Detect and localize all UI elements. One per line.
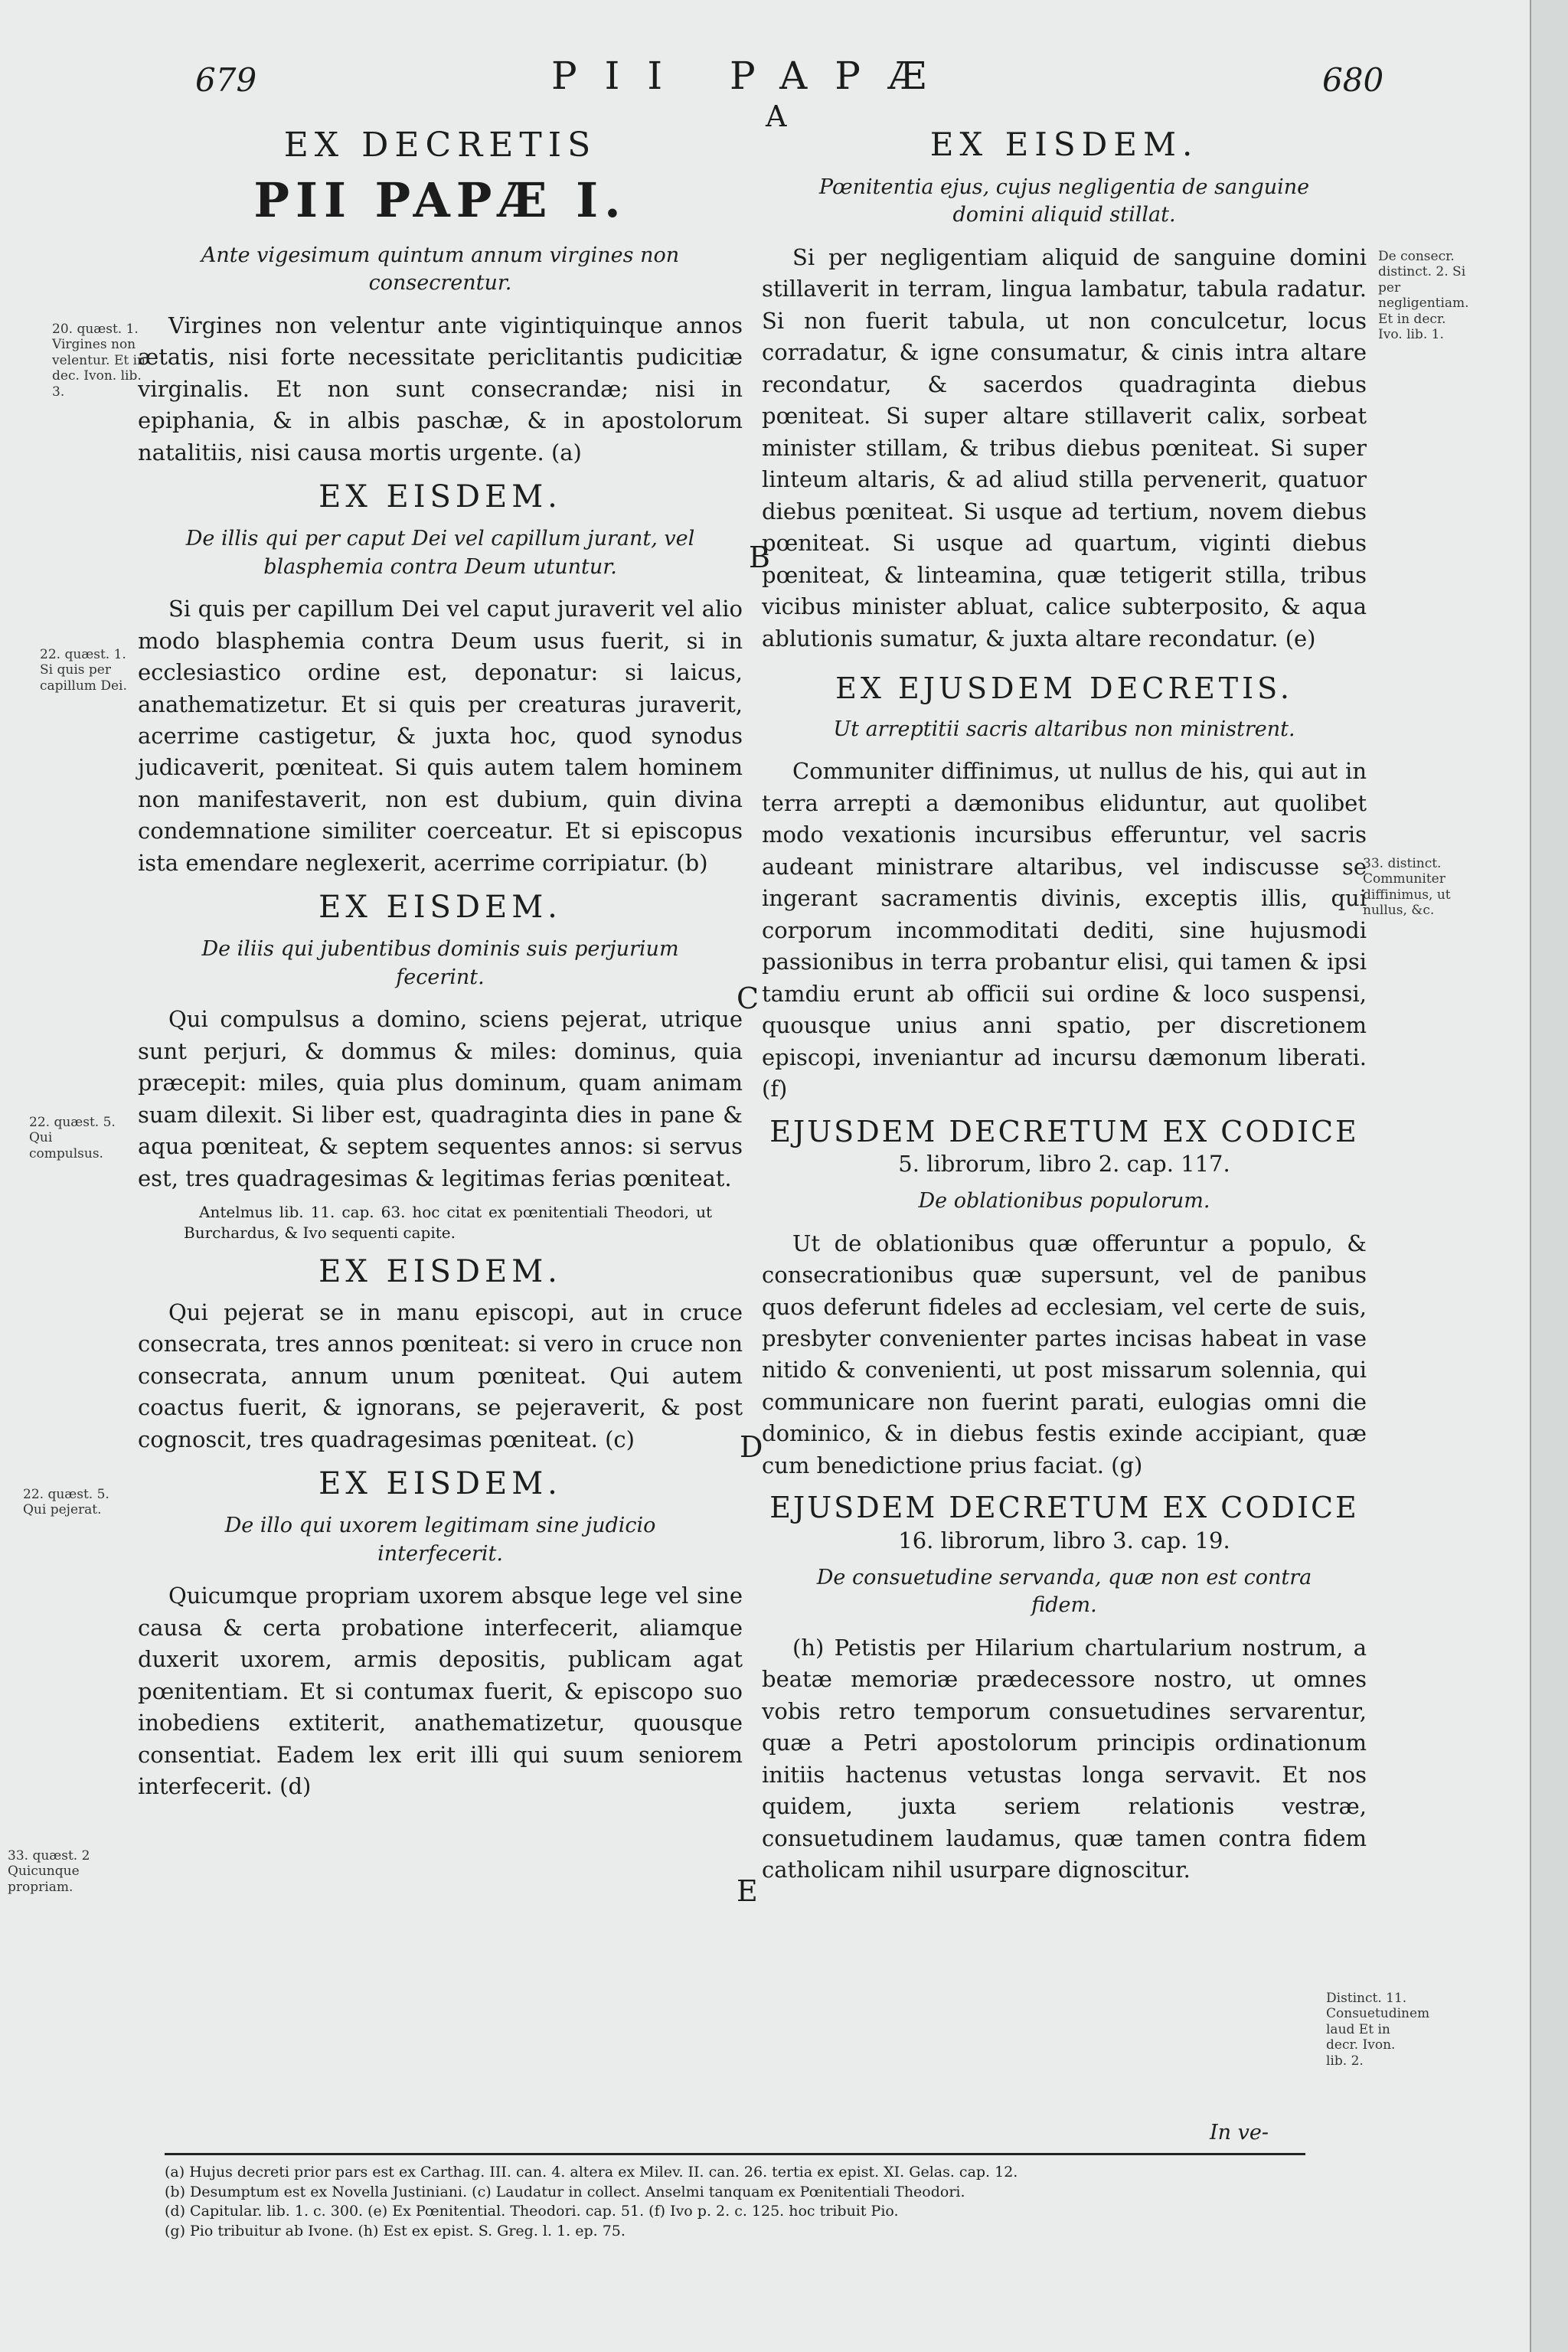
rubric-oblationibus: De oblationibus populorum.	[918, 1189, 1210, 1214]
page-number-right: 680	[1322, 61, 1384, 99]
paragraph-jurant: Si quis per capillum Dei vel caput juraverit vel alio modo blasphemia contra Deum usus fuerit, si in ecclesiastico ordine est, deponatur: si laicus, anathematizetur. Et si quis per creaturas juraverit, acerrime castigetur, & juxta hoc, quod synodus judicaverit, pœniteat. Si quis autem talem hominem non manifestaverit, non est dubium, quin divina condemnatione similiter coerceatur. Et si episcopus ista emendare neglexerit, acerrime corripiatur. (b)	[138, 596, 743, 876]
heading-ex-ejusdem-decretis: EX EJUSDEM DECRETIS.	[835, 671, 1293, 705]
paragraph-oblationibus: Ut de oblationibus quæ offeruntur a populo, & consecrationibus quæ supersunt, vel de panibus quos deferunt fideles ad ecclesiam, vel certe de suis, presbyter convenienter partes incisas habeat in vase nitido & convenienti, ut post missarum solennia, qui communicare non fuerint parati, eulogias omni die dominico, & in diebus festis exinde accipiant, quæ cum benedictione prius faciat. (g)	[762, 1230, 1367, 1478]
running-head: PII PAPÆ	[551, 54, 954, 98]
paragraph-perjurium: Qui compulsus a domino, sciens pejerat, utrique sunt perjuri, & dommus & miles: dominus, quia præcepit: miles, quia plus dominum, quam animam suam dilexit. Si liber est, quadraginta dies in pane & aqua pœniteat, & septem sequentes annos: si servus est, tres quadragesimas & legitimas ferias pœniteat.	[138, 1006, 743, 1191]
heading-ex-eisdem: EX EISDEM.	[318, 1254, 562, 1289]
next-page-edge	[1530, 0, 1568, 2352]
paragraph-uxorem: Quicumque propriam uxorem absque lege vel sine causa & certa probatione interfecerit, aliamque duxerit uxorem, armis depositis, publicam agat pœnitentiam. Et si contumax fuerit, & episcopo suo inobediens extiterit, anathematizetur, quousque consentiat. Eadem lex erit illi qui suum seniorem interfecerit. (d)	[138, 1583, 743, 1800]
page-number-left: 679	[195, 61, 257, 99]
title-pii-papae: PII PAPÆ I.	[253, 172, 627, 228]
section-mark-d: D	[740, 1430, 763, 1464]
note-antelmus: Antelmus lib. 11. cap. 63. hoc citat ex pœnitentiali Theodori, ut Burchardus, & Ivo sequenti capite.	[184, 1203, 712, 1242]
footnotes	[165, 2163, 1313, 2242]
section-mark-a: A	[766, 100, 787, 133]
rubric-uxorem: De illo qui uxorem legitimam sine judicio interfecerit.	[224, 1514, 656, 1566]
rubric-arreptitii: Ut arreptitii sacris altaribus non ministrent.	[833, 717, 1295, 741]
heading-decretum-codice-16-ref: 16. librorum, libro 3. cap. 19.	[898, 1527, 1230, 1553]
margin-note-right-3: Distinct. 11. Consuetudinem laud Et in decr. Ivon. lib. 2.	[1326, 1991, 1430, 2069]
margin-note-left-1: 20. quæst. 1. Virgines non velentur. Et in dec. Ivon. lib. 3.	[52, 322, 145, 400]
rubric-sanguine: Pœnitentia ejus, cujus negligentia de sanguine domini aliquid stillat.	[818, 175, 1310, 227]
rubric-virgines: Ante vigesimum quintum annum virgines non consecrentur.	[201, 243, 680, 296]
rubric-jurant: De illis qui per caput Dei vel capillum jurant, vel blasphemia contra Deum utuntur.	[185, 527, 695, 579]
section-mark-c: C	[737, 982, 760, 1015]
paragraph-pejerat: Qui pejerat se in manu episcopi, aut in cruce consecrata, tres annos pœniteat: si vero in cruce non consecrata, annum unum pœniteat. Qui autem coactus fuerit, & ignorans, se pejeraverit, & post cognoscit, tres quadragesimas pœniteat. (c)	[138, 1299, 743, 1452]
heading-decretum-codice-5: EJUSDEM DECRETUM EX CODICE	[769, 1114, 1359, 1148]
margin-note-right-2: 33. distinct. Communiter diffinimus, ut nullus, &c.	[1363, 856, 1451, 919]
left-column	[138, 115, 743, 1803]
heading-ex-eisdem: EX EISDEM.	[318, 1466, 562, 1502]
margin-note-left-5: 33. quæst. 2 Quicunque propriam.	[8, 1848, 90, 1895]
title-ex-decretis: EX DECRETIS	[283, 126, 597, 165]
rubric-consuetudine: De consuetudine servanda, quæ non est contra fidem.	[816, 1565, 1312, 1618]
right-column	[762, 115, 1367, 1886]
footnote-line: (b) Desumptum est ex Novella Justiniani. (c) Laudatur in collect. Anselmi tanquam ex Pœnitentiali Theodori.	[165, 2183, 965, 2200]
footnote-line: (g) Pio tribuitur ab Ivone. (h) Est ex epist. S. Greg. l. 1. ep. 75.	[165, 2222, 626, 2239]
heading-ex-eisdem: EX EISDEM.	[929, 126, 1199, 163]
margin-note-left-4: 22. quæst. 5. Qui pejerat.	[23, 1487, 109, 1518]
paragraph-virgines: Virgines non velentur ante vigintiquinque annos ætatis, nisi forte necessitate periclitantis pudicitiæ virginalis. Et non sunt consecrandæ; nisi in epiphania, & in albis paschæ, & in apostolorum natalitiis, nisi causa mortis urgente. (a)	[138, 312, 743, 466]
heading-decretum-codice-16: EJUSDEM DECRETUM EX CODICE	[769, 1491, 1359, 1525]
heading-decretum-codice-5-ref: 5. librorum, libro 2. cap. 117.	[898, 1151, 1230, 1178]
footnote-line: (d) Capitular. lib. 1. c. 300. (e) Ex Pœnitential. Theodori. cap. 51. (f) Ivo p. 2. c. 125. hoc tribuit Pio.	[165, 2203, 899, 2220]
margin-note-left-3: 22. quæst. 5. Qui compulsus.	[29, 1115, 116, 1161]
margin-note-left-2: 22. quæst. 1. Si quis per capillum Dei.	[40, 647, 127, 694]
heading-ex-eisdem: EX EISDEM.	[318, 890, 562, 926]
paragraph-sanguine: Si per negligentiam aliquid de sanguine domini stillaverit in terram, lingua lambatur, tabula radatur. Si non fuerit tabula, ut non conculcetur, locus corradatur, & igne consumatur, & cinis intra altare recondatur, & sacerdos quadraginta diebus pœniteat. Si super altare stillaverit calix, sorbeat minister stillam, & tribus diebus pœniteat. Si super linteum altaris, & ad aliud stilla pervenerit, quatuor diebus pœniteat. Si usque ad tertium, novem diebus pœniteat. Si usque ad quartum, viginti diebus pœniteat, & linteamina, quæ tetigerit stilla, tribus vicibus minister abluat, calice subterposito, & aqua ablutionis sumatur, & juxta altare recondatur. (e)	[762, 243, 1367, 652]
footnote-rule	[165, 2153, 1305, 2155]
margin-note-right-1: De consecr. distinct. 2. Si per negligentiam. Et in decr. Ivo. lib. 1.	[1378, 249, 1469, 342]
heading-ex-eisdem: EX EISDEM.	[318, 479, 562, 515]
footnote-line: (a) Hujus decreti prior pars est ex Carthag. III. can. 4. altera ex Milev. II. can. 26. tertia ex epist. XI. Gelas. cap. 12.	[165, 2164, 1018, 2180]
catchword: In ve-	[1210, 2121, 1269, 2145]
paragraph-arreptitii: Communiter diffinimus, ut nullus de his, qui aut in terra arrepti a dæmonibus eliduntur, aut quolibet modo vexationis incursibus efferuntur, vel sacris audeant ministrare altaribus, vel indiscusse se ingerant sacramentis divinis, exceptis illis, qui corporum incommoditati dediti, sine hujusmodi passionibus in terra probantur elisi, qui tamen & ipsi tamdiu erunt ab officii sui ordine & loco suspensi, quousque unius anni spatio, per discretionem episcopi, inveniantur ad incursu dæmonum liberati. (f)	[762, 758, 1367, 1102]
section-mark-b: B	[749, 541, 770, 574]
rubric-perjurium: De iliis qui jubentibus dominis suis perjurium fecerint.	[201, 937, 679, 989]
section-mark-e: E	[737, 1874, 758, 1908]
paragraph-consuetudine: (h) Petistis per Hilarium chartularium nostrum, a beatæ memoriæ prædecessore nostro, ut omnes vobis retro temporum consuetudines servarentur, quæ a Petri apostolorum principis ordinationum initiis hactenus vetustas longa servavit. Et nos quidem, juxta seriem relationis vestræ, consuetudinem laudamus, quæ tamen contra fidem catholicam nihil usurpare dignoscitur.	[762, 1634, 1367, 1883]
